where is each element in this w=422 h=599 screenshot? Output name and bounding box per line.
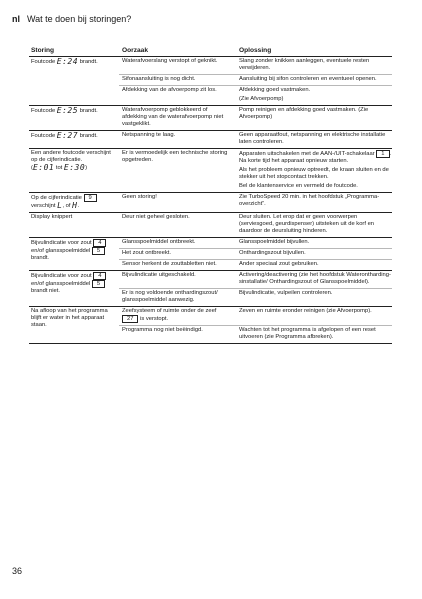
- oorzaak-cell: Waterafvoerslang verstopt of geknikt.: [122, 58, 218, 64]
- language-code: nl: [12, 14, 20, 24]
- table-row: [119, 238, 392, 249]
- button-reference-box: 5: [92, 280, 105, 288]
- table-row: [119, 271, 392, 289]
- error-code-display: E:24: [56, 57, 79, 66]
- troubleshooting-table: [29, 47, 392, 344]
- table-group-lh: [29, 193, 392, 213]
- table-group-e27: [29, 131, 392, 149]
- error-code-display: E:27: [56, 131, 79, 140]
- button-reference-box: 27: [122, 315, 138, 323]
- error-code-display: E:25: [56, 106, 79, 115]
- table-row: [119, 193, 392, 210]
- section-title: Wat te doen bij storingen?: [27, 14, 132, 24]
- table-row: [119, 326, 392, 343]
- table-row: [119, 106, 392, 130]
- error-code-display: E:01: [32, 163, 55, 172]
- column-header-oorzaak: Oorzaak: [119, 47, 237, 57]
- oorzaak-cell: Netspanning te laag.: [122, 132, 176, 138]
- oorzaak-cell: Het zout ontbreekt.: [122, 250, 171, 256]
- display-symbol: L: [57, 201, 63, 210]
- oorzaak-cell: Deur niet geheel gesloten.: [122, 214, 190, 220]
- oorzaak-cell: Waterafvoerpomp geblokkeerd of afdekking van de waterafvoerpomp niet vastgeklikt.: [122, 107, 224, 127]
- oplossing-cell: Pomp reinigen en afdekking goed vastmaken. (Zie Afvoerpomp): [239, 107, 369, 120]
- storing-cell: Bijvulindicatie voor zout 4 en/of glansspoelmiddel 5 brandt niet.: [29, 271, 119, 306]
- oplossing-cell: Wachten tot het programma is afgelopen of een reset uitvoeren (zie Programma afbreken).: [239, 327, 376, 340]
- display-symbol: H: [72, 201, 78, 210]
- table-row: [119, 131, 392, 148]
- table-group-e24: [29, 57, 392, 106]
- table-row: [119, 307, 392, 326]
- oplossing-cell: Deur sluiten. Let erop dat er geen voorwerpen (serviesgoed, geurdispenser) uitsteken uit de korf en daardoor de deursluiting hinderen.: [239, 214, 375, 234]
- table-row: [119, 149, 392, 192]
- oorzaak-cell: Programma nog niet beëindigd.: [122, 327, 203, 333]
- storing-cell: Display knippert: [31, 214, 73, 220]
- table-row: [119, 213, 392, 237]
- oplossing-cell: Geen apparaatfout, netspanning en elektrische installatie laten controleren.: [239, 132, 386, 145]
- storing-cell: Bijvulindicatie voor zout 4 en/of glansspoelmiddel 5 brandt.: [29, 238, 119, 270]
- oplossing-cell: Ander speciaal zout gebruiken.: [239, 261, 319, 267]
- storing-cell: Op de cijferindicatie 9 verschijnt L, of H.: [29, 193, 119, 212]
- oorzaak-cell: Geen storing!: [122, 194, 157, 200]
- table-row: [119, 249, 392, 260]
- oorzaak-cell: Zeefsysteem of ruimte onder de zeef 27 is verstopt.: [122, 308, 217, 322]
- table-group-water-remains: [29, 307, 392, 344]
- table-row: [119, 57, 392, 75]
- table-row: [119, 75, 392, 86]
- page-header: [12, 14, 131, 25]
- storing-cell: Foutcode E:24 brandt.: [31, 57, 98, 66]
- storing-cell: Foutcode E:27 brandt.: [31, 131, 98, 140]
- storing-cell: Een andere foutcode verschijnt op de cijferindicatie. (E:01 tot E:30): [31, 150, 111, 172]
- error-code-display: E:30: [63, 163, 86, 172]
- storing-cell: Foutcode E:25 brandt.: [31, 106, 98, 115]
- oplossing-cell: Bijvulindicatie, vulpeilen controleren.: [239, 290, 333, 296]
- oplossing-cell: Afdekking goed vastmaken. (Zie Afvoerpomp): [239, 87, 311, 102]
- button-reference-box: 9: [84, 194, 97, 202]
- button-reference-box: 1: [376, 150, 389, 158]
- oorzaak-cell: Sifonaansluiting is nog dicht.: [122, 76, 196, 82]
- table-row: [119, 260, 392, 270]
- oplossing-cell: Activering/deactivering (zie het hoofdstuk Wateronthardingsinstallatie/ Onthardingszout of Glansspoelmiddel).: [239, 272, 391, 285]
- button-reference-box: 4: [93, 239, 106, 247]
- table-group-other-code: [29, 149, 392, 193]
- table-row: [119, 86, 392, 105]
- column-header-oplossing: Oplossing: [237, 47, 392, 57]
- oorzaak-cell: Er is nog voldoende onthardingszout/ glansspoelmiddel aanwezig.: [122, 290, 218, 303]
- table-row: [119, 289, 392, 306]
- oorzaak-cell: Bijvulindicatie uitgeschakeld.: [122, 272, 196, 278]
- oplossing-cell: Zie TurboSpeed 20 min. in het hoofdstuk „Programma-overzicht”.: [239, 194, 380, 207]
- table-header-row: [29, 47, 392, 57]
- page-number: 36: [12, 566, 23, 576]
- oorzaak-cell: Er is vermoedelijk een technische storing opgetreden.: [122, 150, 228, 163]
- table-group-display: [29, 213, 392, 238]
- table-group-refill-off: [29, 271, 392, 307]
- oorzaak-cell: Sensor herkent de zouttabletten niet.: [122, 261, 217, 267]
- oplossing-cell: Slang zonder knikken aanleggen, eventuele resten verwijderen.: [239, 58, 370, 71]
- oorzaak-cell: Glansspoelmiddel ontbreekt.: [122, 239, 196, 245]
- oplossing-cell: Glansspoelmiddel bijvullen.: [239, 239, 310, 245]
- table-group-refill-on: [29, 238, 392, 271]
- oorzaak-cell: Afdekking van de afvoerpomp zit los.: [122, 87, 217, 93]
- table-group-e25: [29, 106, 392, 131]
- storing-cell: Na afloop van het programma blijft er water in het apparaat staan.: [31, 308, 108, 328]
- button-reference-box: 5: [92, 247, 105, 255]
- oplossing-cell: Onthardingszout bijvullen.: [239, 250, 306, 256]
- oplossing-cell: Aansluiting bij sifon controleren en eventueel openen.: [239, 76, 377, 82]
- column-header-storing: Storing: [29, 47, 119, 57]
- oplossing-cell: Apparaten uitschakelen met de AAN-/UIT-schakelaar 1 . Na korte tijd het apparaat opnieuw starten. Als het probleem opnieuw optreedt, de kraan sluiten en de stekker uit het stopcontact trekken. Bel de klantenservice en vermeld de foutcode.: [239, 151, 392, 189]
- oplossing-cell: Zeven en ruimte eronder reinigen (zie Afvoerpomp).: [239, 308, 372, 314]
- button-reference-box: 4: [93, 272, 106, 280]
